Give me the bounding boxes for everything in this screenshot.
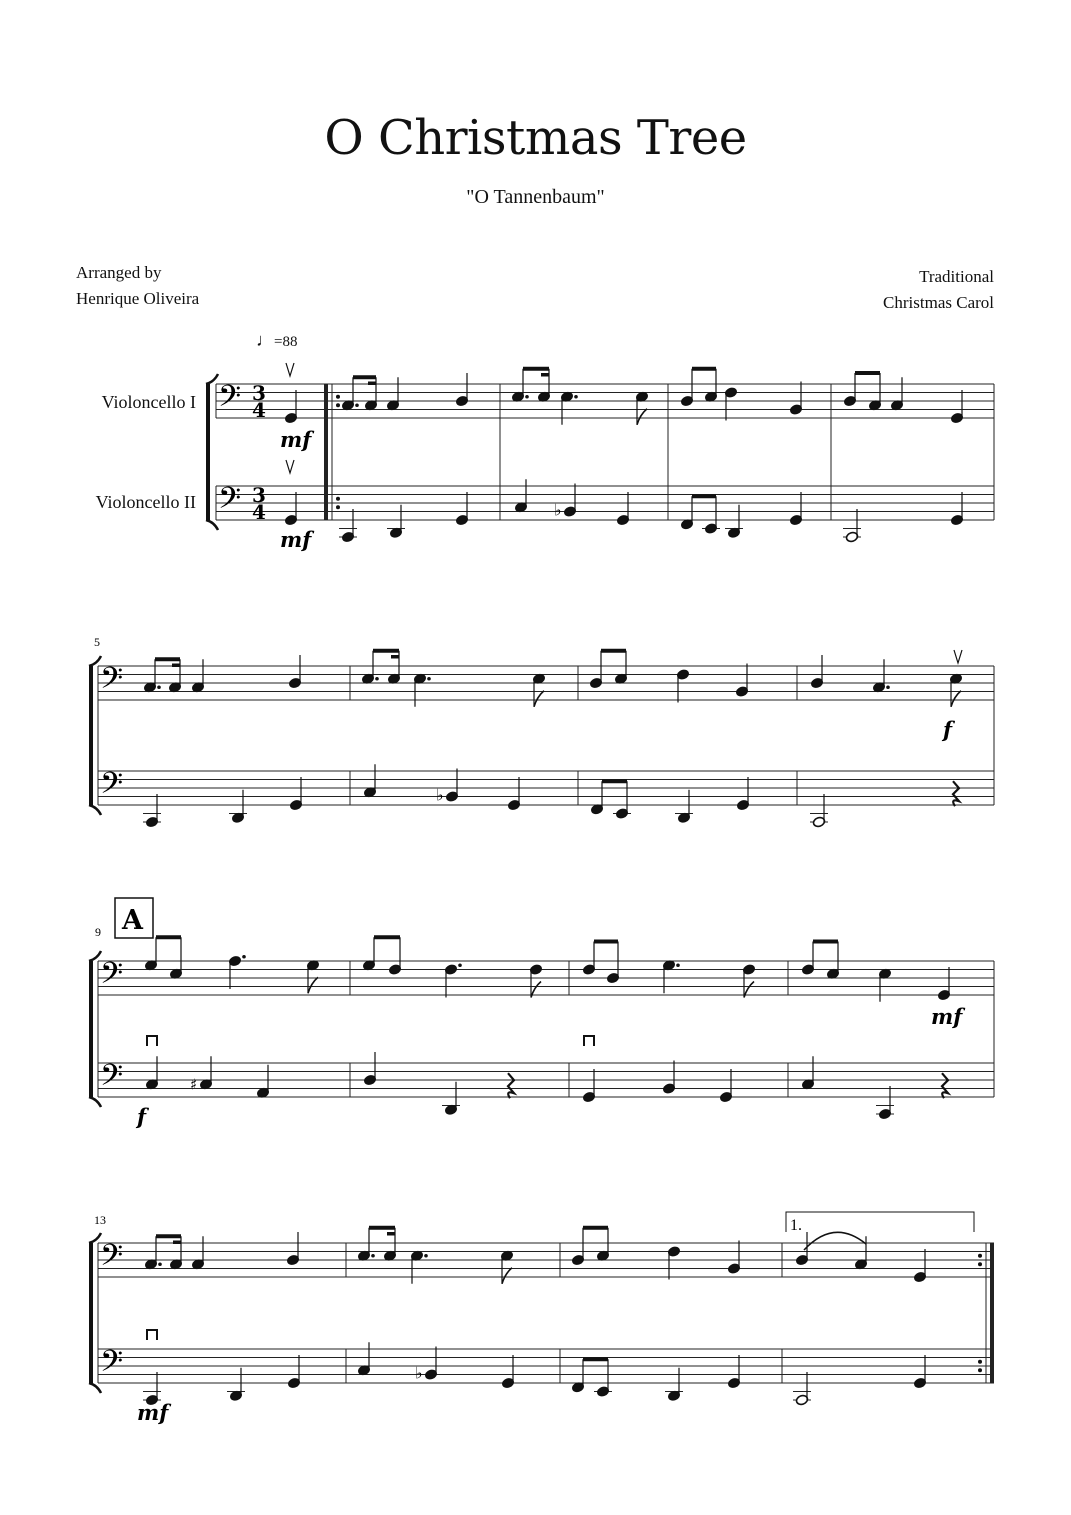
bass-clef-icon: 𝄢	[100, 957, 124, 999]
augmentation-dot	[525, 395, 529, 399]
quarter-note-icon: ♩	[256, 330, 274, 350]
arranger-name: Henrique Oliveira	[76, 289, 200, 308]
composer-line-1: Traditional	[919, 267, 994, 286]
augmentation-dot	[458, 963, 462, 967]
instrument-label-cello-2: Violoncello II	[95, 492, 196, 512]
rehearsal-mark: A	[122, 905, 143, 936]
flat-accidental-icon: ♭	[436, 785, 444, 805]
augmentation-dot	[676, 963, 680, 967]
augmentation-dot	[574, 395, 578, 399]
down-bow-icon	[584, 1036, 594, 1046]
augmentation-dot	[886, 685, 890, 689]
up-bow-icon	[954, 650, 962, 663]
augmentation-dot	[355, 403, 359, 407]
down-bow-icon	[147, 1330, 157, 1340]
dynamic-marking: f	[943, 717, 953, 742]
augmentation-dot	[375, 677, 379, 681]
system-bracket	[206, 520, 218, 530]
down-bow-icon	[147, 1036, 157, 1046]
measure-number: 9	[95, 925, 101, 939]
note-flag	[534, 691, 544, 707]
augmentation-dot	[424, 1254, 428, 1258]
quarter-rest-icon	[508, 1073, 514, 1098]
quarter-rest-icon	[953, 781, 959, 806]
note-flag	[637, 409, 647, 425]
bass-clef-icon: 𝄢	[218, 482, 242, 524]
tempo-value: =88	[274, 334, 298, 350]
score-title: O Christmas Tree	[324, 110, 747, 166]
note-flag	[502, 1268, 512, 1284]
system-bracket	[206, 374, 218, 384]
flat-accidental-icon: ♭	[415, 1363, 423, 1383]
note-flag	[308, 977, 318, 993]
measure-number: 5	[94, 635, 100, 649]
flat-accidental-icon: ♭	[554, 500, 562, 520]
repeat-dot	[336, 505, 340, 509]
dynamic-marking: f	[137, 1104, 147, 1129]
repeat-dot	[978, 1368, 982, 1372]
measure-number: 13	[94, 1213, 106, 1227]
arranger-label: Arranged by	[76, 263, 162, 282]
bass-clef-icon: 𝄢	[100, 1239, 124, 1281]
sharp-accidental-icon: ♯	[190, 1075, 198, 1094]
bass-clef-icon: 𝄢	[100, 1059, 124, 1101]
repeat-dot	[336, 395, 340, 399]
augmentation-dot	[242, 955, 246, 959]
bass-clef-icon: 𝄢	[100, 767, 124, 809]
composer-line-2: Christmas Carol	[883, 293, 994, 312]
bass-clef-icon: 𝄢	[100, 662, 124, 704]
bass-clef-icon: 𝄢	[218, 380, 242, 422]
augmentation-dot	[427, 677, 431, 681]
augmentation-dot	[158, 1262, 162, 1266]
dynamic-marking: mf	[137, 1400, 169, 1425]
instrument-label-cello-1: Violoncello I	[101, 392, 196, 412]
bass-clef-icon: 𝄢	[100, 1345, 124, 1387]
repeat-dot	[978, 1262, 982, 1266]
augmentation-dot	[371, 1254, 375, 1258]
score-subtitle: "O Tannenbaum"	[466, 186, 605, 208]
slur	[804, 1232, 866, 1250]
time-signature-top: 3	[252, 483, 266, 507]
up-bow-icon	[286, 363, 294, 376]
up-bow-icon	[286, 460, 294, 473]
repeat-dot	[978, 1360, 982, 1364]
time-signature-top: 3	[252, 381, 266, 405]
repeat-dot	[978, 1254, 982, 1258]
time-signature-bottom: 4	[252, 398, 266, 422]
dynamic-marking: mf	[280, 527, 312, 552]
note-flag	[951, 691, 961, 707]
repeat-dot	[336, 497, 340, 501]
quarter-rest-icon	[942, 1073, 948, 1098]
time-signature-bottom: 4	[252, 500, 266, 524]
volta-label: 1.	[790, 1217, 802, 1234]
augmentation-dot	[157, 685, 161, 689]
volta-bracket	[786, 1212, 974, 1232]
dynamic-marking: mf	[280, 427, 312, 452]
dynamic-marking: mf	[931, 1004, 963, 1029]
repeat-dot	[336, 403, 340, 407]
